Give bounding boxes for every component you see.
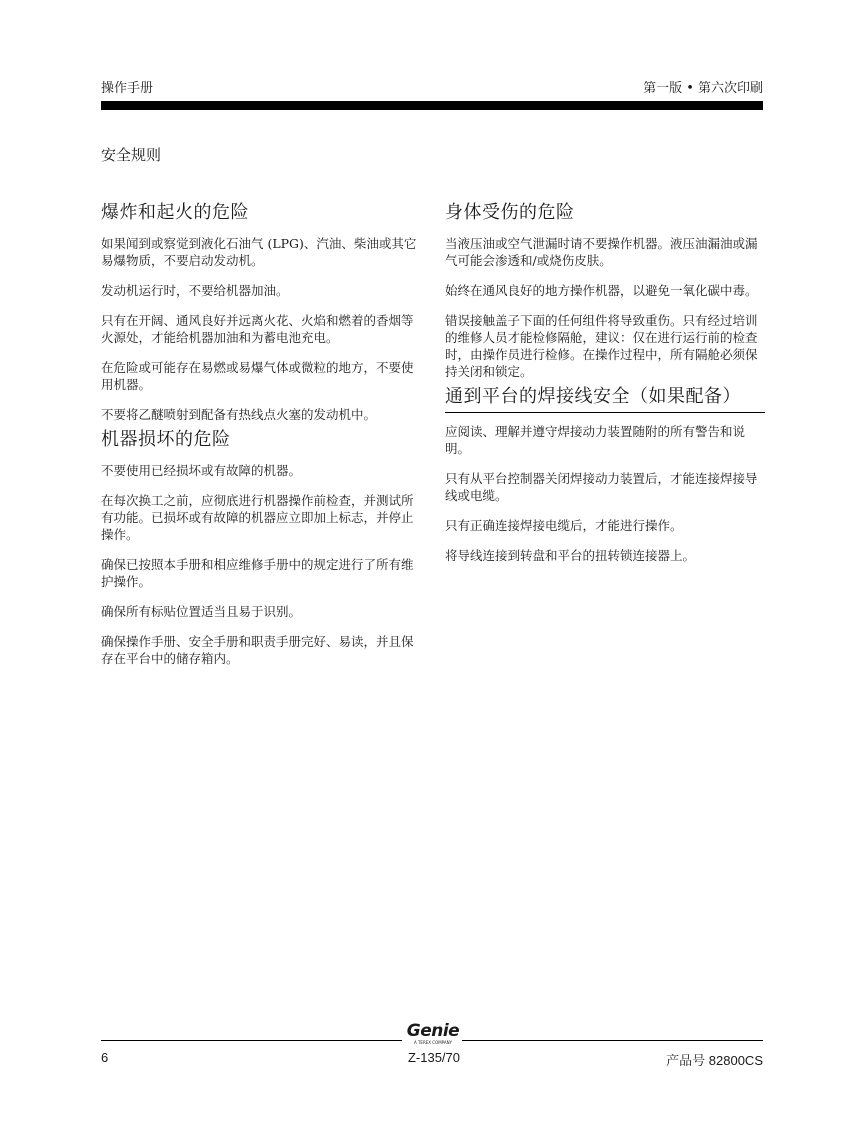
paragraph: 不要将乙醚喷射到配备有热线点火塞的发动机中。 bbox=[101, 407, 377, 422]
paragraph: 在危险或可能存在易燃或易爆气体或微粒的地方，不要使用机器。 bbox=[101, 360, 414, 392]
right-column bbox=[445, 200, 765, 577]
page-number: 6 bbox=[101, 1050, 109, 1065]
part-number: 产品号 82800CS bbox=[666, 1053, 763, 1068]
header-edition: 第一版 • 第六次印刷 bbox=[643, 81, 763, 96]
section-label: 安全规则 bbox=[101, 146, 162, 164]
logo-tagline: A TEREX COMPANY bbox=[413, 1040, 453, 1045]
paragraph: 确保操作手册、安全手册和职责手册完好、易读，并且保存在平台中的储存箱内。 bbox=[101, 634, 414, 666]
header-rule bbox=[101, 101, 763, 110]
paragraph: 始终在通风良好的地方操作机器，以避免一氧化碳中毒。 bbox=[445, 283, 758, 298]
paragraph: 应阅读、理解并遵守焊接动力装置随附的所有警告和说明。 bbox=[445, 424, 746, 456]
left-column bbox=[101, 200, 423, 680]
paragraph: 只有正确连接焊接电缆后，才能进行操作。 bbox=[445, 518, 683, 533]
logo-wordmark: Genie bbox=[406, 1021, 460, 1041]
paragraph: 发动机运行时，不要给机器加油。 bbox=[101, 283, 289, 298]
paragraph: 确保所有标贴位置适当且易于识别。 bbox=[101, 604, 302, 619]
paragraph: 如果闻到或察觉到液化石油气 (LPG)、汽油、柴油或其它易爆物质，不要启动发动机。 bbox=[101, 236, 417, 268]
paragraph: 不要使用已经损坏或有故障的机器。 bbox=[101, 463, 302, 478]
heading-bodily-injury: 身体受伤的危险 bbox=[445, 202, 575, 223]
heading-machine-damage: 机器损坏的危险 bbox=[101, 429, 231, 450]
paragraph: 只有从平台控制器关闭焊接动力装置后，才能连接焊接导线或电缆。 bbox=[445, 471, 758, 503]
paragraph: 在每次换工之前，应彻底进行机器操作前检查，并测试所有功能。已损坏或有故障的机器应立即加上标志，并停止操作。 bbox=[101, 493, 414, 542]
genie-logo bbox=[405, 1022, 461, 1045]
paragraph: 当液压油或空气泄漏时请不要操作机器。液压油漏油或漏气可能会渗透和/或烧伤皮肤。 bbox=[445, 236, 758, 268]
heading-welding-lead: 通到平台的焊接线安全（如果配备） bbox=[445, 384, 765, 413]
paragraph: 只有在开阔、通风良好并远离火花、火焰和燃着的香烟等火源处，才能给机器加油和为蓄电池充电。 bbox=[101, 313, 414, 345]
model-number: Z-135/70 bbox=[407, 1050, 461, 1065]
footer-rule-left bbox=[101, 1040, 402, 1041]
header-manual-title: 操作手册 bbox=[101, 81, 154, 96]
paragraph: 确保已按照本手册和相应维修手册中的规定进行了所有维护操作。 bbox=[101, 557, 414, 589]
paragraph: 错误接触盖子下面的任何组件将导致重伤。只有经过培训的维修人员才能检修隔舱，建议：仅在进行运行前的检查时，由操作员进行检修。在操作过程中，所有隔舱必须保持关闭和锁定。 bbox=[445, 313, 758, 379]
footer-rule-right bbox=[462, 1040, 763, 1041]
heading-explosion-fire: 爆炸和起火的危险 bbox=[101, 202, 249, 223]
paragraph: 将导线连接到转盘和平台的扭转锁连接器上。 bbox=[445, 548, 696, 563]
